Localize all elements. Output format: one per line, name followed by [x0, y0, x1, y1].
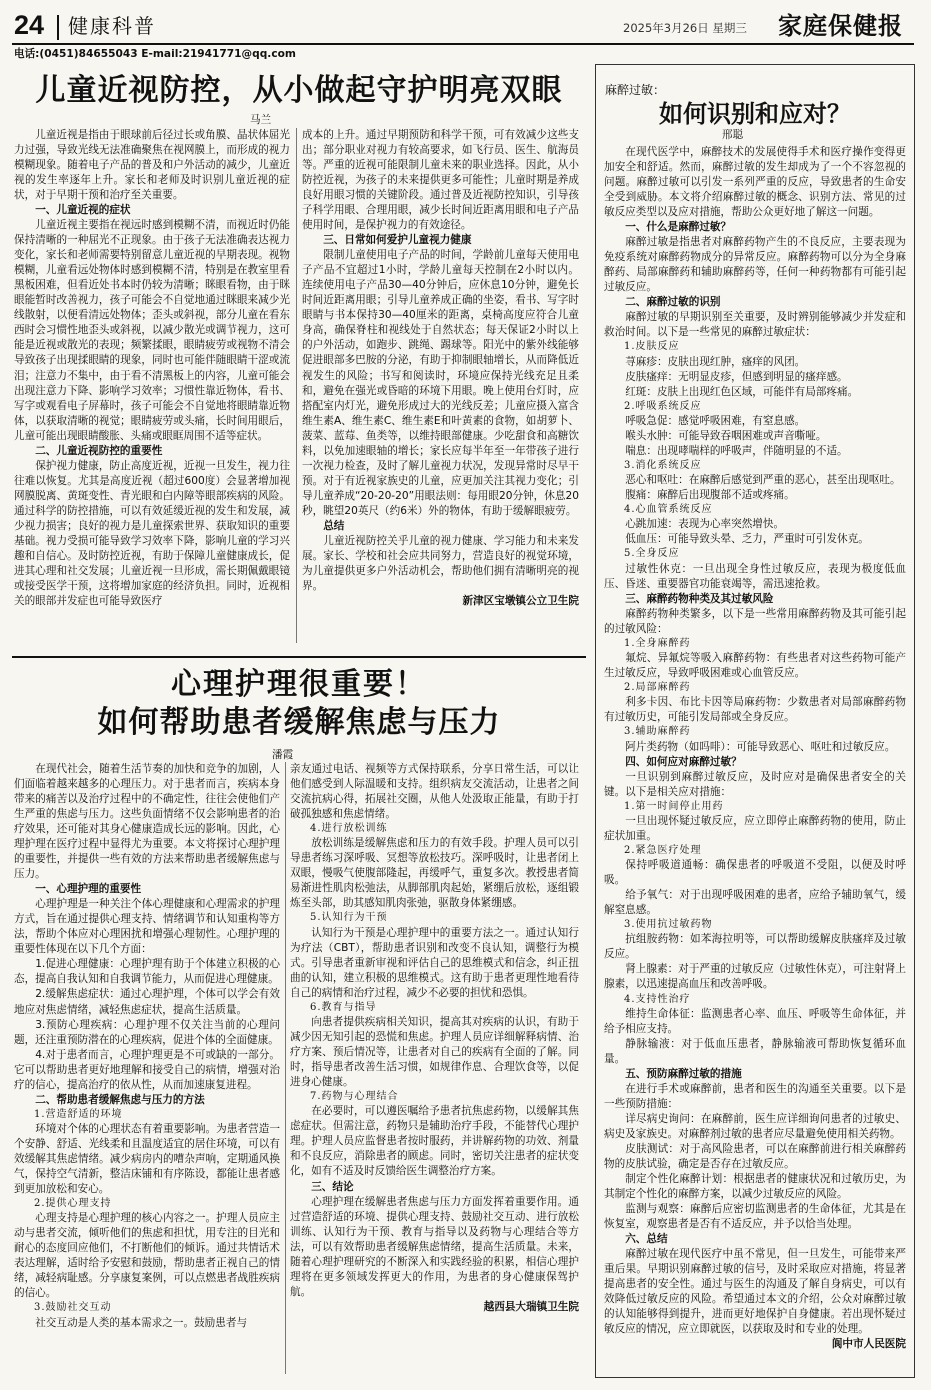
paragraph: 麻醉过敏是指患者对麻醉药物产生的不良反应，主要表现为免疫系统对麻醉药物成分的异常反应。麻醉药物可以分为全身麻醉药、局部麻醉药和辅助麻醉药等，任何一种药物都有可能引起过敏反应。: [604, 236, 906, 294]
subheading: 3.消化系统反应: [624, 459, 702, 471]
paragraph: 阿片类药物（如吗啡）：可能导致恶心、呕吐和过敏反应。: [625, 740, 896, 753]
paragraph: 成本的上升。通过早期预防和科学干预，可有效减少这些支出；部分职业对视力有较高要求，如飞行员、医生、航海员等。严重的近视可能限制儿童未来的职业选择。因此，从小防控近视，为孩子的未来提供更多可能性；儿童时期是养成良好用眼习惯的关键阶段。通过普及近视防控知识，引导孩子科学用眼、合理用眼，减少长时间近距离用眼和电子产品使用时间，是保护视力的有效途径。: [302, 129, 579, 232]
paragraph: 维持生命体征：监测患者心率、血压、呼吸等生命体征，并给予相应支持。: [604, 1007, 906, 1035]
paragraph: 儿童近视防控关乎儿童的视力健康、学习能力和未来发展。家长、学校和社会应共同努力，营造良好的视觉环境，为儿童提供更多户外活动机会，帮助他们拥有清晰明亮的视界。: [302, 534, 579, 592]
subheading: 1.营造舒适的环境: [34, 1108, 123, 1120]
source-credit: 越西县大瑞镇卫生院: [483, 1300, 579, 1313]
header-rule: [12, 43, 914, 45]
paragraph: 在必要时，可以遵医嘱给予患者抗焦虑药物，以缓解其焦虑症状。但需注意，药物只是辅助治疗手段，不能替代心理护理。护理人员应监督患者按时服药，并讲解药物的功效、剂量和不良反应，消除患者的顾虑。同时，密切关注患者的症状变化，如有不适及时反馈给医生调整治疗方案。: [290, 1105, 579, 1178]
paragraph: 荨麻疹：皮肤出现红肿，瘙痒的风团。: [625, 355, 806, 368]
subheading: 5.认知行为干预: [310, 912, 388, 924]
article3-title: 如何识别和应对？: [659, 99, 851, 128]
article2-title-line1: 心理护理很重要！: [171, 667, 427, 702]
section-heading: 一、心理护理的重要性: [35, 883, 142, 896]
paragraph: 抗组胺药物：如苯海拉明等，可以帮助缓解皮肤瘙痒及过敏反应。: [604, 933, 906, 961]
paragraph: 儿童近视是指由于眼球前后径过长或角膜、晶状体屈光力过强，导致光线无法准确聚焦在视网膜上，而形成的视力模糊现象。随着电子产品的普及和户外活动的减少，儿童近视的发生率逐年上升。家长和老师及时识别儿童近视的症状，对于早期干预和治疗至关重要。: [14, 129, 290, 202]
subheading: 7.药物与心理结合: [310, 1091, 399, 1103]
paragraph: 社交互动是人类的基本需求之一。鼓励患者与: [35, 1316, 248, 1329]
paragraph: 过敏性休克：一旦出现全身性过敏反应，表现为极度低血压、昏迷、重要器官功能衰竭等，需迅速抢救。: [604, 562, 906, 590]
paragraph: 麻醉过敏的早期识别至关重要，及时辨别能够减少并发症和救治时间。以下是一些常见的麻醉过敏症状：: [604, 311, 906, 339]
paragraph: 红斑：皮肤上出现红色区域，可能伴有局部疼痛。: [625, 385, 859, 398]
section-heading: 三、结论: [311, 1180, 354, 1193]
paragraph: 制定个性化麻醉计划：根据患者的健康状况和过敏历史，为其制定个性化的麻醉方案，以减少过敏反应的风险。: [604, 1173, 906, 1201]
subheading: 5.全身反应: [624, 548, 680, 560]
section-heading: 四、如何应对麻醉过敏？: [625, 755, 742, 768]
paragraph: 一旦识别到麻醉过敏反应，及时应对是确保患者安全的关键。以下是相关应对措施：: [604, 770, 906, 798]
paragraph: 保持呼吸道通畅：确保患者的呼吸道不受阻，以便及时呼吸。: [604, 859, 906, 887]
paragraph: 放松训练是缓解焦虑和压力的有效手段。护理人员可以引导患者练习深呼吸、冥想等放松技巧。深呼吸时，让患者闭上双眼，慢吸气使腹部隆起，再缓呼气，重复多次。教授患者简易渐进性肌肉松弛法，从脚部肌肉起始，紧绷后放松，逐组锻炼至头部，助其感知肌肉张弛，驱散身体紧绷感。: [290, 837, 579, 910]
paragraph: 认知行为干预是心理护理中的重要方法之一。通过认知行为疗法（CBT），帮助患者识别和改变不良认知，调整行为模式。引导患者重新审视和评估自己的思维模式和信念，纠正扭曲的认知，建立积极的思维模式。这有助于患者更理性地看待自己的病情和治疗过程，减少不必要的担忧和恐惧。: [290, 926, 579, 999]
paragraph: 喉头水肿：可能导致吞咽困难或声音嘶哑。: [625, 429, 827, 442]
contact-line: 电话:(0451)84655043 E-mail:21941771@qq.com: [14, 48, 296, 60]
paragraph: 麻醉过敏在现代医疗中虽不常见，但一旦发生，可能带来严重后果。早期识别麻醉过敏的信号，及时采取应对措施，将显著提高患者的安全性。通过与医生的沟通及了解自身病史，可以有效降低过敏反应的风险。希望通过本文的介绍，公众对麻醉过敏的认知能够得到提升，进而更好地保护自身健康。若出现怀疑过敏反应的情况，应立即就医，以获取及时和专业的处理。: [604, 1248, 906, 1336]
paragraph: 心跳加速：表现为心率突然增快。: [625, 518, 785, 531]
article3-kicker: 麻醉过敏：: [605, 83, 666, 97]
paragraph: 心理护理在缓解患者焦虑与压力方面发挥着重要作用。通过营造舒适的环境、提供心理支持、鼓励社交互动、进行放松训练、认知行为干预、教育与指导以及药物与心理结合等方法，可以有效帮助患者缓解焦虑情绪，提高生活质量。未来，随着心理护理研究的不断深入和实践经验的积累，相信心理护理将在更多领域发挥更大的作用，为患者的身心健康保驾护航。: [290, 1195, 579, 1298]
article2-author: 潘霞: [272, 749, 294, 761]
article3-author: 邢聪: [722, 129, 744, 141]
section-title: 健康科普: [68, 14, 156, 38]
paragraph: 亲友通过电话、视频等方式保持联系，分享日常生活，可以让他们感受到人际温暖和支持。组织病友交流活动，让患者之间交流抗病心得，拓展社交圈，从他人处汲取正能量，有助于打破孤独感和焦虑情绪。: [290, 763, 579, 821]
section-heading: 总结: [323, 519, 345, 532]
subheading: 3.辅助麻醉药: [624, 726, 691, 738]
paragraph: 儿童近视主要指在视远时感到模糊不清，而视近时仍能保持清晰的一种屈光不正现象。由于孩子无法准确表达视力变化，家长和老师需要特别留意儿童近视的早期表现。视物模糊，儿童看远处物体时感到模糊不清，特别是在教室里看黑板困难，但看近处书本时仍较为清晰；眯眼看物，由于眯眼能暂时改善视力，孩子可能会不自觉地通过眯眼来减少光线散射，以便看清远处物体；歪头或斜视，部分儿童在看东西时会习惯性地歪头或斜视，以减少散光或调节视力，这可能是近视或散光的表现；频繁揉眼，眼睛疲劳或视物不清会导致孩子出现揉眼睛的现象，同时也可能伴随眼睛干涩或流泪；注意力不集中，由于看不清黑板上的内容，儿童可能会出现注意力下降、影响学习效率；习惯性靠近物体，看书、写字或观看电子屏幕时，孩子可能会不自觉地将眼睛靠近物体，以获取清晰的视觉；眼睛疲劳或头痛，长时间用眼后，儿童可能出现眼睛酸胀、头痛或眼眶周围不适等症状。: [14, 219, 290, 442]
subheading: 2.呼吸系统反应: [624, 400, 702, 412]
article2-column-1: [14, 762, 280, 1374]
subheading: 2.紧急医疗处理: [624, 844, 702, 856]
paragraph: 腹痛：麻醉后出现腹部不适或疼痛。: [625, 489, 795, 502]
subheading: 3.使用抗过敏药物: [624, 919, 713, 931]
paragraph: 详尽病史询问：在麻醉前，医生应详细询问患者的过敏史、病史及家族史。对麻醉剂过敏的患者应尽量避免使用相关药物。: [604, 1112, 906, 1140]
paragraph: 4.对于患者而言，心理护理更是不可或缺的一部分。它可以帮助患者更好地理解和接受自己的病情，增强对治疗的信心，提高治疗的依从性，从而加速康复进程。: [14, 1048, 280, 1091]
article1-author: 马兰: [250, 114, 272, 126]
paragraph: 麻醉药物种类繁多，以下是一些常用麻醉药物及其可能引起的过敏风险：: [604, 607, 906, 635]
article3-body: [604, 145, 906, 1370]
subheading: 4.心血管系统反应: [624, 504, 713, 516]
subheading: 3.鼓励社交互动: [34, 1302, 112, 1314]
article-separator: [12, 656, 586, 658]
paragraph: 在现代社会，随着生活节奏的加快和竞争的加剧，人们面临着越来越多的心理压力。对于患者而言，疾病本身带来的痛苦以及治疗过程中的不确定性，往往会使他们产生严重的焦虑与压力。这些负面情绪不仅会影响患者的治疗效果，还可能对其身心健康造成长远的影响。因此，心理护理在医疗过程中显得尤为重要。本文将探讨心理护理的重要性，并提供一些有效的方法来帮助患者缓解焦虑与压力。: [14, 763, 280, 881]
paragraph: 一旦出现怀疑过敏反应，应立即停止麻醉药物的使用，防止症状加重。: [604, 814, 906, 842]
section-heading: 六、总结: [625, 1233, 668, 1246]
paragraph: 监测与观察：麻醉后应密切监测患者的生命体征，尤其是在恢复室，观察患者是否有不适反应，并予以恰当处理。: [604, 1203, 906, 1231]
article2-title-line2: 如何帮助患者缓解焦虑与压力: [97, 705, 501, 740]
subheading: 2.局部麻醉药: [624, 682, 691, 694]
paragraph: 心理护理是一种关注个体心理健康和心理需求的护理方式，旨在通过提供心理支持、情绪调节和认知重构等方法，帮助个体应对心理困扰和增强心理韧性。心理护理的重要性体现在以下几个方面：: [14, 898, 280, 956]
paragraph: 皮肤瘙痒：无明显皮疹，但感到明显的瘙痒感。: [625, 370, 848, 383]
column-divider: [296, 128, 297, 643]
subheading: 4.进行放松训练: [310, 823, 388, 835]
paragraph: 2.缓解焦虑症状：通过心理护理，个体可以学会有效地应对焦虑情绪，减轻焦虑症状，提高生活质量。: [14, 988, 280, 1016]
paragraph: 低血压：可能导致头晕、乏力，严重时可引发休克。: [625, 533, 869, 546]
paragraph: 3.预防心理疾病：心理护理不仅关注当前的心理问题，还注重预防潜在的心理疾病，促进个体的全面健康。: [14, 1018, 280, 1046]
paragraph: 静脉输液：对于低血压患者，静脉输液可帮助恢复循环血量。: [604, 1037, 906, 1065]
paragraph: 喘息：出现哮喘样的呼吸声，伴随明显的不适。: [625, 444, 848, 457]
section-heading: 二、儿童近视防控的重要性: [35, 444, 163, 457]
article2-column-2: [290, 762, 579, 1374]
paragraph: 1.促进心理健康：心理护理有助于个体建立积极的心态，提高自我认知和自我调节能力，从而促进心理健康。: [14, 958, 280, 986]
article1-column-2: [302, 128, 579, 646]
paragraph: 给予氧气：对于出现呼吸困难的患者，应给予辅助氧气，缓解窒息感。: [604, 889, 906, 917]
source-credit: 阆中市人民医院: [831, 1338, 906, 1351]
column-divider: [285, 762, 286, 1374]
page-number: 24: [14, 10, 45, 40]
article1-title: 儿童近视防控，从小做起守护明亮双眼: [35, 73, 563, 108]
issue-date: 2025年3月26日 星期三: [623, 21, 747, 35]
source-credit: 新津区宝墩镇公立卫生院: [462, 594, 579, 607]
paragraph: 限制儿童使用电子产品的时间，学龄前儿童每天使用电子产品不宜超过1小时，学龄儿童每天控制在2小时以内。连续使用电子产品30—40分钟后，应休息10分钟，避免长时间近距离用眼；引导儿童养成正确的坐姿，看书、写字时眼睛与书本保持30—40厘米的距离，桌椅高度应符合儿童身高，确保脊柱和视线处于自然状态；每天保证2小时以上的户外活动，如跑步、跳绳、踢球等。阳光中的紫外线能够促进眼部多巴胺的分泌，有助于抑制眼轴增长，从而降低近视发生的风险；书写和阅读时，环境应保持光线充足且柔和，避免在强光或昏暗的环境下用眼。晚上使用台灯时，应搭配室内灯光，避免形成过大的光线反差；儿童应摄入富含维生素A、维生素C、维生素E和叶黄素的食物，如胡萝卜、菠菜、蓝莓、鱼类等，以维持眼部健康。少吃甜食和高糖饮料，以免加速眼轴的增长；家长应每半年至一年带孩子进行一次视力检查，及时了解儿童视力状况，发现异常时尽早干预。对于有近视家族史的儿童，应更加关注其视力变化；引导儿童养成“20-20-20”用眼法则：每用眼20分钟，休息20秒，眺望20英尺（约6米）外的物体，有助于缓解眼疲劳。: [302, 249, 579, 517]
section-heading: 一、什么是麻醉过敏？: [625, 221, 732, 234]
paragraph: 氟烷、异氟烷等吸入麻醉药物：有些患者对这些药物可能产生过敏反应，导致呼吸困难或心血管反应。: [604, 652, 906, 680]
paragraph: 心理支持是心理护理的核心内容之一。护理人员应主动与患者交流，倾听他们的焦虑和担忧，用专注的目光和耐心的态度回应他们，不打断他们的倾诉。通过共情话术表达理解，适时给予安慰和鼓励，帮助患者正视自己的情绪，减轻病耻感。分享康复案例，可以点燃患者战胜疾病的信心。: [14, 1212, 280, 1300]
paragraph: 保护视力健康，防止高度近视，近视一旦发生，视力往往难以恢复。尤其是高度近视（超过600度）会显著增加视网膜脱离、黄斑变性、青光眼和白内障等眼部疾病的风险。通过科学的防控措施，可以有效延缓近视的发生和发展，减少视力损害；良好的视力是儿童探索世界、获取知识的重要基础。视力受损可能导致学习效率下降，影响儿童的学习兴趣和自信心。及时防控近视，有助于保障儿童健康成长，促进其心理和社交发展；儿童近视一旦形成，需长期佩戴眼镜或接受医学干预，这将增加家庭的经济负担。同时，近视相关的眼部并发症也可能导致医疗: [14, 459, 290, 607]
subheading: 1.全身麻醉药: [624, 637, 691, 649]
subheading: 4.支持性治疗: [624, 993, 691, 1005]
paragraph: 皮肤测试：对于高风险患者，可以在麻醉前进行相关麻醉药物的皮肤试验，确定是否存在过敏反应。: [604, 1142, 906, 1170]
paragraph: 呼吸急促：感觉呼吸困难，有窒息感。: [625, 414, 806, 427]
section-heading: 五、预防麻醉过敏的措施: [625, 1067, 742, 1080]
paragraph: 环境对个体的心理状态有着重要影响。为患者营造一个安静、舒适、光线柔和且温度适宜的居住环境，可以有效缓解其焦虑情绪。减少病房内的嘈杂声响，定期通风换气，保持空气清新，整洁床铺和有序陈设，都能让患者感到更加放松和安心。: [14, 1122, 280, 1196]
paragraph: 向患者提供疾病相关知识，提高其对疾病的认识，有助于减少因无知引起的恐慌和焦虑。护理人员应详细解释病情、治疗方案、预后情况等，让患者对自己的疾病有全面的了解。同时，指导患者改善生活习惯，如规律作息、合理饮食等，以促进身心健康。: [290, 1016, 579, 1089]
paragraph: 在现代医学中，麻醉技术的发展使得手术和医疗操作变得更加安全和舒适。然而，麻醉过敏的发生却成为了一个不容忽视的问题。麻醉过敏可以引发一系列严重的反应，导致患者的生命安全受到威胁。本文将介绍麻醉过敏的概念、识别方法、常见的过敏反应类型以及应对措施，帮助公众更好地了解这一问题。: [604, 146, 906, 219]
subheading: 6.教育与指导: [310, 1001, 377, 1013]
article1-column-1: [14, 128, 290, 638]
section-heading: 二、麻醉过敏的识别: [625, 296, 721, 309]
paragraph: 肾上腺素：对于严重的过敏反应（过敏性休克），可注射肾上腺素，以迅速提高血压和改善呼吸。: [604, 963, 906, 991]
section-heading: 三、日常如何爱护儿童视力健康: [323, 234, 472, 247]
masthead: 家庭保健报: [778, 11, 903, 40]
paragraph: 利多卡因、布比卡因等局麻药物：少数患者对局部麻醉药物有过敏历史，可能引发局部或全身反应。: [604, 696, 906, 724]
paragraph: 在进行手术或麻醉前，患者和医生的沟通至关重要。以下是一些预防措施：: [604, 1082, 906, 1110]
section-heading: 一、儿童近视的症状: [35, 204, 131, 217]
subheading: 1.皮肤反应: [624, 341, 680, 353]
section-heading: 二、帮助患者缓解焦虑与压力的方法: [35, 1093, 205, 1106]
section-heading: 三、麻醉药物种类及其过敏风险: [625, 592, 774, 605]
subheading: 2.提供心理支持: [34, 1198, 112, 1210]
paragraph: 恶心和呕吐：在麻醉后感觉到严重的恶心，甚至出现呕吐。: [625, 474, 901, 487]
header-divider: [57, 15, 59, 40]
subheading: 1.第一时间停止用药: [624, 800, 724, 812]
